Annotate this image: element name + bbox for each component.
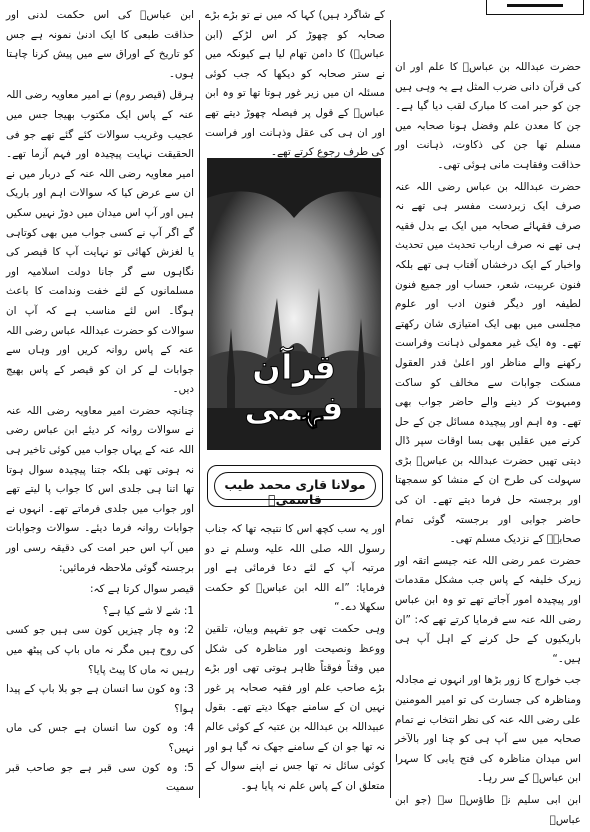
paragraph: حضرت عبداللہ بن عباس رضی اللہ عنہ صرف ایک زبردست مفسر ہی تھے نہ صرف فقہائے صحابہ میں ایک بے بدل فقیہ ہی تھے نہ صرف ارباب تحدیث میں تحدیث واخبار کے ایک درخشاں آفتاب ہی تھے بلکہ فنون عربیت، شعر، حساب اور جمیع فنون لطیفہ اور دیگر فنون ادب اور علوم مجلسی میں بھی ایک امتیازی شان رکھتے تھے۔ وہ ایک غیر معمولی ذہانت وفراست رکھنے والے مناظر اور اعلیٰ قدر العقول مسکت جوابات سے مخالف کو ساکت ومبہوت کر دینے والے حاضر جواب بھی تھے۔ وہ اہم اور پیچیدہ مسائل جن کے حل کرنے میں عقلیں بھی بسا اوقات سپر ڈال دیتی تھیں حضرت عبداللہ بن عباسؓ بڑی سہولت کی طرح ان کے منشا کو سمجھتا اور برجستہ حل فرما دیتے تھے۔ ان کی حاضر جوابی اور برجستہ گوئی تمام صحابہؓ کے نزدیک مسلم تھی۔ [395,180,581,546]
question-item: 5: وہ کون سی قبر ہے جو صاحب قبر سمیت [6,761,194,794]
paragraph: جب خوارج کا زور بڑھا اور انہوں نے مجادلہ ومناظرہ کی جسارت کی تو امیر المومنین علی رضی اللہ عنہ کی نظر انتخاب نے تمام صحابہ میں سے آپ ہی کو چنا اور بالآخر اس میدان مناظرہ کی فتح یابی کا سہرا ابن عباسؓ کے سر رہا۔ [395,674,581,785]
middle-column-top [205,6,385,165]
author-byline: مولانا قاری محمد طیب قاسمیؒ [224,477,366,507]
question-item: 1: شے لا شے کیا ہے؟ [102,604,194,617]
question-item: 2: وہ چار چیزیں کون سی ہیں جو کسی کی روح ہیں مگر نہ ماں باپ کی پیٹھ میں رہیں نہ ماں کا پیٹ پایا؟ [6,624,194,676]
paragraph: حضرت عبداللہ بن عباسؓ کا علم اور ان کی قرآن دانی ضرب المثل ہے یہ وہی ہیں جن کو حبر امت کا مبارک لقب دیا گیا ہے۔ جن کا معدن علم وفضل ہونا صحابہ میں مسلم تھا جن کی ذکاوت، ذہانت اور حذاقت وفقاہت مانی ہوئی تھی۔ [395,61,581,171]
right-column [395,58,581,832]
section-header-tab [486,0,584,15]
illustration-title: قرآن فہمی [244,348,344,429]
paragraph: ہرقل (قیصر روم) نے امیر معاویہ رضی اللہ عنہ کے پاس ایک مکتوب بھیجا جس میں عجیب وغریب سوالات کئے گئے تھے جو فی الحقیقت نہایت پیچیدہ اور فہم آزما تھے۔ امیر معاویہ رضی اللہ عنہ کے دربار میں نے ان سے عرض کیا کہ سوالات اہم اور باریک ہیں اور آپ اس میدان میں دوڑ نہیں سکیں گے اگر آپ نے کسی جواب میں بھی کوتاہی یا لغزش کھائی تو نہایت آپ کا قیصر کی نگاہوں سے گر جانا دولت اسلامیہ اور مسلمانوں کے لئے خفت وندامت کا باعث ہوگا۔ اس لئے مناسب ہے کہ آپ ان سوالات کو حضرت عبداللہ عباس رضی اللہ عنہ کے پاس روانہ کریں اور وہاں سے جوابات لے کر ان کو قیصر کے پاس بھیج دیں۔ [6,89,194,396]
paragraph: کے شاگرد ہیں) کہا کہ میں نے تو بڑے بڑے صحابہ کو چھوڑ کر اس لڑکے (ابن عباسؓ) کا دامن تھام لیا ہے کیونکہ میں نے ستر صحابہ کو دیکھا کہ جب کوئی مسئلہ ان میں زیر غور ہوتا تھا تو وہ ابن عباسؓ کے قول پر فیصلہ چھوڑ دیتے تھے اور ان ہی کی عقل وذہانت اور فراست کی طرف رجوع کرتے تھے۔ [205,9,385,159]
question-item: 4: وہ کون سا انسان ہے جس کی ماں نہیں؟ [6,722,194,754]
column-divider [390,20,391,798]
middle-column-bottom [205,520,385,798]
paragraph: ابن عباسؓ کی اس حکمت لدنی اور حذاقت طبعی کا ایک ادنیٰ نمونہ ہے جس کو تاریخ کے اوراق سے میں پیش کرنا چاہتا ہوں۔ [6,9,194,80]
question-item: 3: وہ کون سا انسان ہے جو بلا باپ کے پیدا ہوا؟ [6,683,194,715]
author-byline-frame [207,465,383,507]
paragraph: ابن ابی سلیم نے طاؤسؒ سے (جو ابن عباسؓ [395,793,581,826]
left-column [6,6,194,798]
paragraph: چنانچہ حضرت امیر معاویہ رضی اللہ عنہ نے سوالات روانہ کر دیئے ابن عباس رضی اللہ عنہ کے یہاں جواب میں کوئی تاخیر ہی نہ ہوتی تھی بلکہ جتنا پیچیدہ سوال ہوتا تھا اتنا ہی جلدی اس کا جواب پا لیتے تھے اور جواب میں جلدی فرماتے تھے۔ انہوں نے جوابات روانہ فرما دیئے۔ سوالات وجوابات میں آپ اس حبر امت کی دقیقہ رسی اور برجستہ گوئی ملاحظہ فرمائیں: [6,404,194,574]
column-divider [199,20,200,798]
paragraph: حضرت عمر رضی اللہ عنہ جیسے اتقہ اور زیرک خلیفہ کے پاس جب مشکل مقدمات اور پیچیدہ امور آجاتے تھے تو وہ ابن عباس رضی اللہ عنہ سے فرمایا کرتے تھے کہ: ”ان باریکیوں کے حل کرنے کے اہل آپ ہی ہیں۔“ [395,554,581,665]
paragraph: وہی حکمت تھی جو تفہیم وبیان، تلقین ووعظ ونصیحت اور مناظرہ کی شکل میں وقتاً فوقتاً ظاہر ہوتی تھی اور بڑے بڑے صاحب علم اور فقیہ صحابہ پر غور نہیں ان کے سامنے جھکا دیتے تھے۔ بقول عبیداللہ بن عبداللہ بن عتبہ کے کوئی عالم نہ تھا جو ان کے سامنے جھک نہ گیا ہو اور کوئی سائل نہ تھا جس نے اپنے سوال کے متعلق ان کے پاس علم نہ پایا ہو۔ [205,622,385,792]
title-illustration [207,158,381,450]
paragraph: اور یہ سب کچھ اس کا نتیجہ تھا کہ جناب رسول اللہ صلی اللہ علیہ وسلم نے دو مرتبہ آپ کے لئے دعا فرمائی ہے اور فرمایا: ”اے اللہ ابن عباسؓ کو حکمت سکھلا دے۔“ [205,523,385,614]
paragraph: قیصر سوال کرتا ہے کہ: [89,583,194,596]
